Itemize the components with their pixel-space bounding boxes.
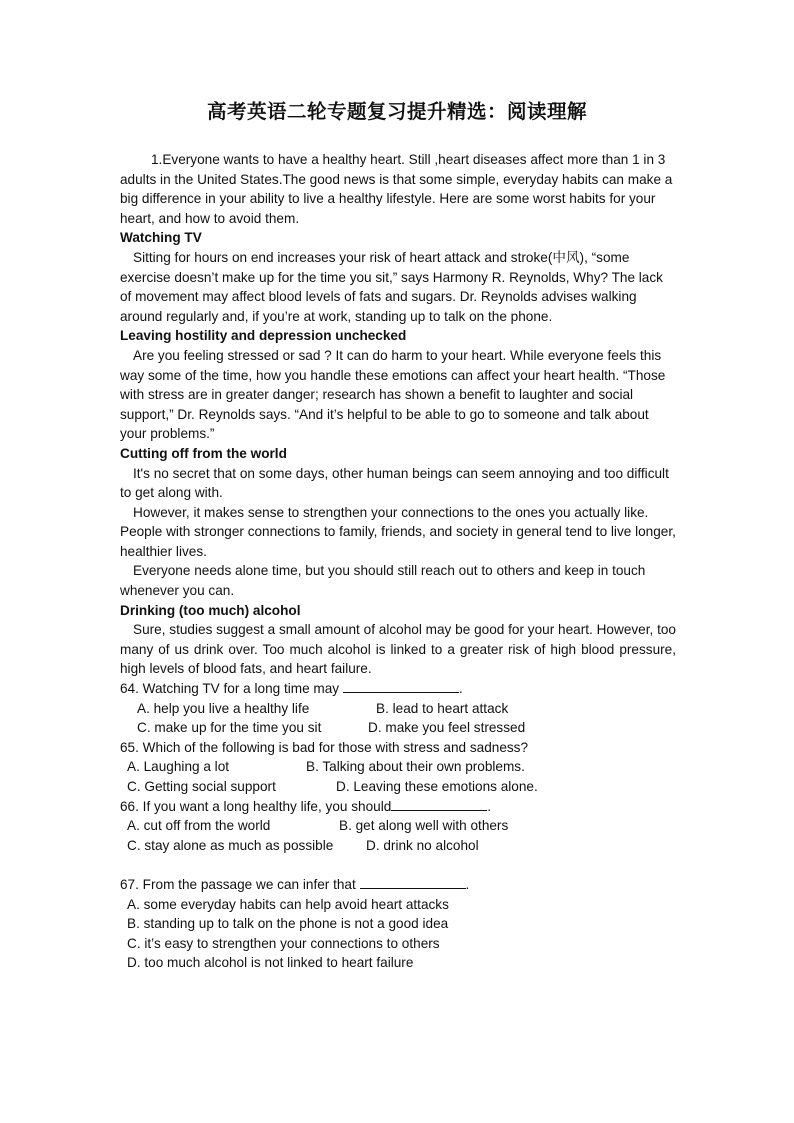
option-a[interactable]: A. help you live a healthy life — [137, 700, 310, 716]
section-heading-watching-tv: Watching TV — [120, 230, 202, 246]
question-64-options-row-1 — [120, 699, 676, 719]
spacer — [120, 855, 676, 875]
option-a[interactable]: A. some everyday habits can help avoid heart attacks — [127, 896, 449, 912]
answer-blank — [343, 680, 459, 693]
paragraph-alcohol: Sure, studies suggest a small amount of alcohol may be good for your heart. However, too many of us drink over. Too much alcohol is linked to a greater risk of high blood pressure, high levels of blood fats, and heart failure. — [120, 622, 676, 677]
paragraph-cutting-off-3: Everyone needs alone time, but you should still reach out to others and keep in touch whenever you can. — [120, 563, 646, 599]
section-heading-alcohol: Drinking (too much) alcohol — [120, 602, 301, 618]
question-end-punct: . — [487, 798, 492, 814]
option-c[interactable]: C. make up for the time you sit — [137, 720, 322, 736]
reading-passage — [120, 150, 676, 973]
option-b[interactable]: B. get along well with others — [339, 818, 509, 834]
question-65-stem: 65. Which of the following is bad for those with stress and sadness? — [120, 739, 529, 755]
question-66 — [120, 797, 676, 817]
option-b[interactable]: B. Talking about their own problems. — [306, 759, 525, 775]
option-d[interactable]: D. make you feel stressed — [368, 720, 526, 736]
option-c[interactable]: C. stay alone as much as possible — [127, 837, 334, 853]
option-d[interactable]: D. drink no alcohol — [366, 837, 479, 853]
option-c[interactable]: C. Getting social support — [127, 779, 276, 794]
paragraph-cutting-off-1: It's no secret that on some days, other human beings can seem annoying and too difficult to get along with. — [120, 465, 669, 501]
intro-paragraph: 1.Everyone wants to have a healthy heart. Still ,heart diseases affect more than 1 in 3 adults in the United States.The good news is that some simple, everyday habits can make a big difference in your ability to live a healthy lifestyle. Here are some worst habits for your heart, and how to avoid them. — [120, 152, 673, 226]
option-a[interactable]: A. Laughing a lot — [127, 759, 230, 775]
section-heading-hostility: Leaving hostility and depression unchecked — [120, 328, 407, 344]
answer-blank — [360, 876, 466, 889]
question-end-punct: . — [458, 681, 463, 697]
question-65-options-row-2 — [120, 777, 676, 797]
paragraph-hostility: Are you feeling stressed or sad ? It can do harm to your heart. While everyone feels this way some of the time, how you handle these emotions can affect your heart health. “Those with stress are in greater danger; research has shown a benefit to laughter and social support,” Dr. Reynolds says. “And it’s helpful to be able to go to someone and talk about your problems.” — [120, 347, 666, 442]
option-d[interactable]: D. Leaving these emotions alone. — [336, 779, 538, 794]
option-b[interactable]: B. lead to heart attack — [376, 700, 509, 716]
paragraph-watching-tv: Sitting for hours on end increases your risk of heart attack and stroke(中风), “some exercise doesn’t make up for the time you sit,” says Harmony R. Reynolds, Why? The lack of movement may affect blood levels of fats and sugars. Dr. Reynolds advises walking around regularly and, if you’re at work, standing up to talk on the phone. — [120, 249, 663, 324]
question-66-options-row-1 — [120, 816, 676, 836]
question-64-options-row-2 — [120, 718, 676, 738]
paragraph-cutting-off-2: However, it makes sense to strengthen your connections to the ones you actually like. People with stronger connections to family, friends, and society in general tend to live longer, healthier lives. — [120, 504, 676, 559]
option-a[interactable]: A. cut off from the world — [127, 818, 271, 834]
question-64 — [120, 679, 676, 699]
question-65-options-row-1 — [120, 757, 676, 777]
question-67 — [120, 875, 676, 895]
option-c[interactable]: C. it’s easy to strengthen your connections to others — [127, 935, 440, 951]
section-heading-cutting-off: Cutting off from the world — [120, 445, 287, 461]
question-66-stem: 66. If you want a long healthy life, you should — [120, 798, 392, 814]
question-67-stem: 67. From the passage we can infer that — [120, 876, 356, 892]
question-end-punct: . — [465, 876, 470, 892]
option-b[interactable]: B. standing up to talk on the phone is not a good idea — [127, 916, 449, 932]
answer-blank — [391, 798, 487, 811]
option-d[interactable]: D. too much alcohol is not linked to heart failure — [127, 955, 414, 971]
page-title: 高考英语二轮专题复习提升精选：阅读理解 — [206, 100, 587, 123]
question-64-stem: 64. Watching TV for a long time may — [120, 681, 340, 697]
question-66-options-row-2 — [120, 836, 676, 856]
